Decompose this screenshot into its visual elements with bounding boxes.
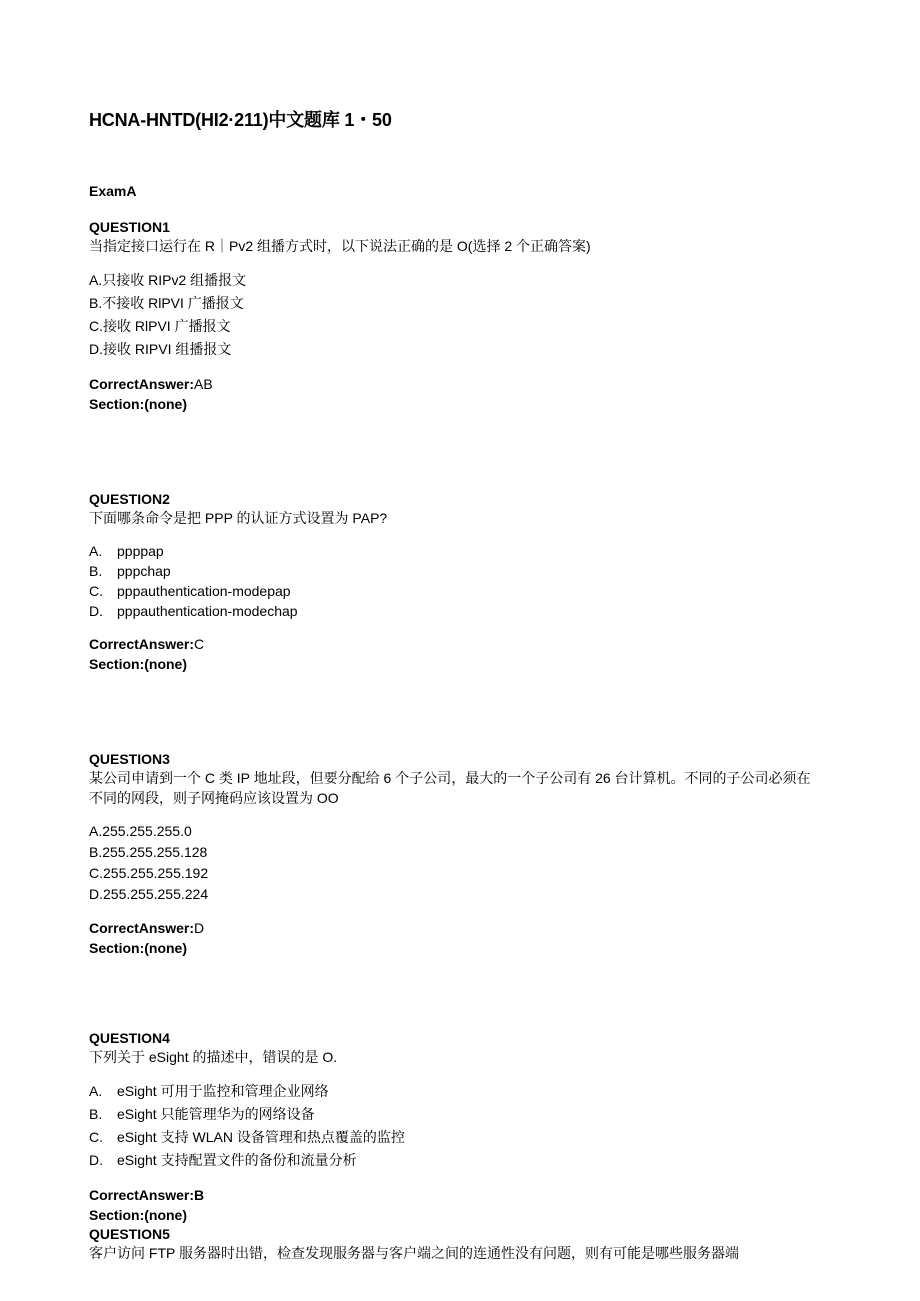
option-text: eSight 支持配置文件的备份和流量分析 bbox=[117, 1152, 357, 1168]
option-letter: D. bbox=[89, 603, 103, 619]
section-label: Section:(none) bbox=[89, 656, 187, 672]
question-block-1 bbox=[89, 218, 824, 414]
option-text: pppauthentication-modechap bbox=[117, 603, 298, 619]
question-text: 下面哪条命令是把 PPP 的认证方式设置为 PAP? bbox=[89, 510, 388, 526]
question-block-3 bbox=[89, 750, 824, 958]
option-c bbox=[89, 1126, 824, 1149]
option-text: pppchap bbox=[117, 563, 171, 579]
section-label: Section:(none) bbox=[89, 396, 187, 412]
option-c: C.接收 RlPVI 广播报文 bbox=[89, 318, 231, 334]
option-a bbox=[89, 541, 824, 561]
option-a bbox=[89, 1080, 824, 1103]
option-letter: B. bbox=[89, 563, 103, 579]
option-d bbox=[89, 601, 824, 621]
question-block-2 bbox=[89, 490, 824, 674]
option-b: B.不接收 RlPVI 广播报文 bbox=[89, 295, 244, 311]
option-text: eSight 只能管理华为的网络设备 bbox=[117, 1106, 315, 1122]
option-list bbox=[89, 269, 824, 361]
question-label: QUESTION5 bbox=[89, 1226, 170, 1242]
question-text: 客户访问 FTP 服务器时出错，检查发现服务器与客户端之间的连通性没有问题，则有可能是哪些服务器端 bbox=[89, 1245, 739, 1261]
correct-answer bbox=[89, 1185, 824, 1205]
option-list bbox=[89, 821, 824, 905]
answer-value: AB bbox=[194, 376, 213, 392]
answer-key: CorrectAnswer: bbox=[89, 376, 195, 392]
option-letter: C. bbox=[89, 1129, 103, 1145]
option-letter: D. bbox=[89, 1152, 103, 1168]
question-text: 当指定接口运行在 R｜Pv2 组播方式时，以下说法正确的是 O(选择 2 个正确答案) bbox=[89, 238, 591, 254]
option-a: A.只接收 RIPv2 组播报文 bbox=[89, 272, 247, 288]
exam-heading: ExamA bbox=[89, 183, 137, 199]
option-a: A.255.255.255.0 bbox=[89, 823, 192, 839]
option-text: ppppap bbox=[117, 543, 164, 559]
question-label: QUESTION3 bbox=[89, 751, 170, 767]
answer-key: CorrectAnswer: bbox=[89, 636, 195, 652]
document-title: HCNA-HNTD(HI2·211)中文题库 1・50 bbox=[89, 110, 392, 130]
option-c bbox=[89, 581, 824, 601]
option-letter: B. bbox=[89, 1106, 103, 1122]
option-b: B.255.255.255.128 bbox=[89, 844, 208, 860]
answer-value: C bbox=[194, 636, 205, 652]
answer-key: CorrectAnswer: bbox=[89, 920, 195, 936]
option-text: pppauthentication-modepap bbox=[117, 583, 291, 599]
option-list bbox=[89, 541, 824, 621]
option-b bbox=[89, 561, 824, 581]
option-d: D.接收 RIPVI 组播报文 bbox=[89, 341, 232, 357]
question-text: 下列关于 eSight 的描述中，错误的是 O. bbox=[89, 1049, 338, 1065]
option-b bbox=[89, 1103, 824, 1126]
option-letter: A. bbox=[89, 1083, 103, 1099]
answer-value: D bbox=[194, 920, 205, 936]
question-label: QUESTION2 bbox=[89, 491, 170, 507]
option-text: eSight 可用于监控和管理企业网络 bbox=[117, 1083, 329, 1099]
option-c: C.255.255.255.192 bbox=[89, 865, 209, 881]
answer-key: CorrectAnswer: bbox=[89, 1187, 195, 1203]
section-label: Section:(none) bbox=[89, 940, 187, 956]
option-d bbox=[89, 1149, 824, 1172]
option-letter: C. bbox=[89, 583, 103, 599]
option-d: D.255.255.255.224 bbox=[89, 886, 209, 902]
question-label: QUESTION4 bbox=[89, 1030, 170, 1046]
question-label: QUESTION1 bbox=[89, 219, 170, 235]
correct-answer bbox=[89, 634, 824, 654]
correct-answer bbox=[89, 918, 824, 938]
section-label: Section:(none) bbox=[89, 1207, 187, 1223]
question-block-4 bbox=[89, 1029, 824, 1263]
question-text: 某公司申请到一个 C 类 IP 地址段，但要分配给 6 个子公司，最大的一个子公司有 26 台计算机。不同的子公司必须在不同的网段，则子网掩码应该设置为 OO bbox=[89, 770, 811, 806]
option-list bbox=[89, 1080, 824, 1172]
answer-value: B bbox=[194, 1187, 205, 1203]
correct-answer bbox=[89, 374, 824, 394]
option-letter: A. bbox=[89, 543, 103, 559]
option-text: eSight 支持 WLAN 设备管理和热点覆盖的监控 bbox=[117, 1129, 405, 1145]
